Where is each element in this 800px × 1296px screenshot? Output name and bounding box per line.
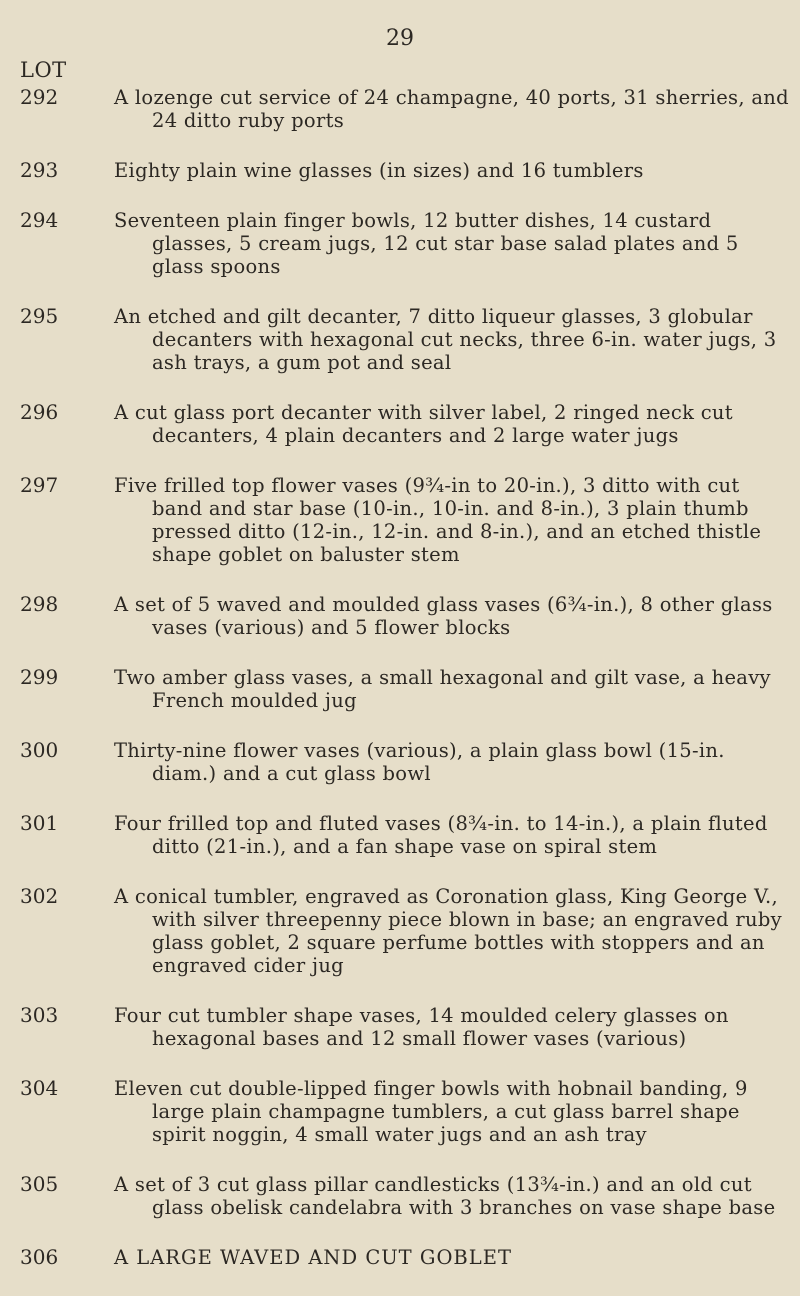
lot-number: 298 — [20, 592, 59, 616]
lot-description: A lozenge cut service of 24 champagne, 40 ports, 31 sherries, and 24 ditto ruby ports — [114, 86, 789, 132]
lot-description: An etched and gilt decanter, 7 ditto liqueur glasses, 3 globular decanters with hexagonal cut necks, three 6-in. water jugs, 3 ash trays, a gum pot and seal — [114, 305, 777, 374]
lot-description: Thirty-nine flower vases (various), a plain glass bowl (15-in. diam.) and a cut glass bowl — [114, 739, 725, 785]
lot-description: Two amber glass vases, a small hexagonal and gilt vase, a heavy French moulded jug — [114, 666, 771, 712]
lot-description: Eleven cut double-lipped finger bowls with hobnail banding, 9 large plain champagne tumblers, a cut glass barrel shape spirit noggin, 4 small water jugs and an ash tray — [114, 1077, 748, 1146]
lot-entry-297 — [20, 474, 790, 566]
lot-entry-304 — [20, 1077, 790, 1146]
lot-description: A set of 5 waved and moulded glass vases (6¾-in.), 8 other glass vases (various) and 5 flower blocks — [114, 593, 773, 639]
lot-list — [20, 86, 790, 1296]
lot-entry-296 — [20, 401, 790, 447]
lot-number: 292 — [20, 85, 59, 109]
lot-entry-299 — [20, 666, 790, 712]
lot-description: Seventeen plain finger bowls, 12 butter dishes, 14 custard glasses, 5 cream jugs, 12 cut star base salad plates and 5 glass spoons — [114, 209, 739, 278]
lot-entry-301 — [20, 812, 790, 858]
lot-number: 300 — [20, 738, 59, 762]
lot-entry-300 — [20, 739, 790, 785]
lot-description: A LARGE WAVED AND CUT GOBLET — [114, 1246, 512, 1269]
lot-number: 306 — [20, 1245, 59, 1269]
lot-entry-298 — [20, 593, 790, 639]
lot-entry-293 — [20, 159, 790, 182]
lot-entry-302 — [20, 885, 790, 977]
lot-entry-292 — [20, 86, 790, 132]
lot-number: 301 — [20, 811, 59, 835]
lot-number: 304 — [20, 1076, 59, 1100]
lot-entry-305 — [20, 1173, 790, 1219]
lot-entry-306 — [20, 1246, 790, 1269]
page-number: 29 — [386, 26, 414, 51]
lot-number: 296 — [20, 400, 59, 424]
lot-description: Eighty plain wine glasses (in sizes) and 16 tumblers — [114, 159, 644, 182]
lot-number: 297 — [20, 473, 59, 497]
lot-description: A conical tumbler, engraved as Coronation glass, King George V., with silver threepenny piece blown in base; an engraved ruby glass goblet, 2 square perfume bottles with stoppers and an engraved cider jug — [114, 885, 783, 977]
lot-description: A set of 3 cut glass pillar candlesticks (13¾-in.) and an old cut glass obelisk candelabra with 3 branches on vase shape base — [114, 1173, 776, 1219]
lot-number: 302 — [20, 884, 59, 908]
lot-number: 305 — [20, 1172, 59, 1196]
lot-description: A cut glass port decanter with silver label, 2 ringed neck cut decanters, 4 plain decanters and 2 large water jugs — [114, 401, 733, 447]
lot-description: Five frilled top flower vases (9¾-in to 20-in.), 3 ditto with cut band and star base (10-in., 10-in. and 8-in.), 3 plain thumb pressed ditto (12-in., 12-in. and 8-in.), and an etched thistle shape goblet on baluster stem — [114, 474, 762, 566]
lot-entry-295 — [20, 305, 790, 374]
lot-number: 299 — [20, 665, 59, 689]
lot-column-header: LOT — [20, 58, 67, 82]
lot-number: 294 — [20, 208, 59, 232]
lot-entry-303 — [20, 1004, 790, 1050]
lot-description: Four cut tumbler shape vases, 14 moulded celery glasses on hexagonal bases and 12 small flower vases (various) — [114, 1004, 729, 1050]
lot-number: 293 — [20, 158, 59, 182]
lot-number: 295 — [20, 304, 59, 328]
lot-entry-294 — [20, 209, 790, 278]
lot-number: 303 — [20, 1003, 59, 1027]
lot-description: Four frilled top and fluted vases (8¾-in. to 14-in.), a plain fluted ditto (21-in.), and a fan shape vase on spiral stem — [114, 812, 768, 858]
